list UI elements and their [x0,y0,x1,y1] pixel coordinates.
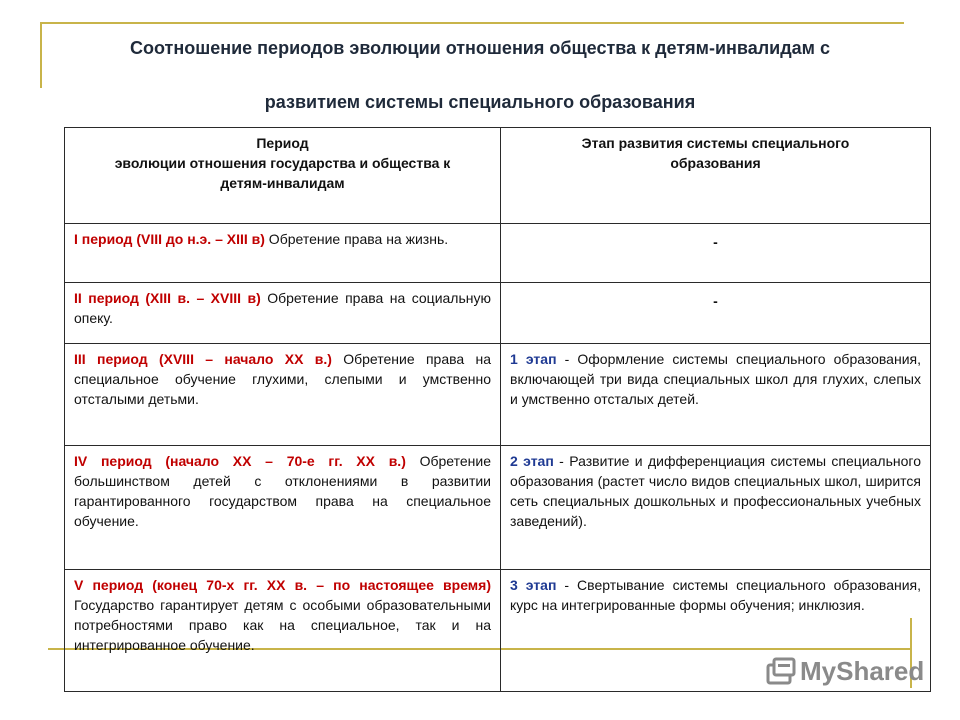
header-period-line3: детям-инвалидам [220,175,345,191]
slide-title-line1: Соотношение периодов эволюции отношения общества к детям-инвалидам с [130,38,830,58]
period-text: Обретение права на специальное обучение глухими, слепыми и умственно отсталыми детьми. [74,351,491,407]
header-stage-text: Этап развития системы специального образования [581,135,850,171]
period-label: III период (XVIII – начало XX в.) [74,351,332,367]
period-label: IV период (начало XX – 70-е гг. XX в.) [74,453,406,469]
stage-text: - Оформление системы специального образования, включающей три вида специальных школ для глухих, слепых и умственно отсталых детей. [510,351,921,407]
period-label: V период (конец 70-х гг. XX в. – по настоящее время) [74,577,491,593]
table-row [65,224,931,283]
header-period [65,128,501,224]
decorative-line-left [40,22,42,88]
slide-title-line2: развитием системы специального образования [264,92,696,112]
myshared-logo-icon [766,657,796,687]
stage-cell [501,446,931,570]
header-period-line2: эволюции отношения государства и общества к [114,155,451,171]
stage-cell [501,283,931,344]
stage-cell [501,224,931,283]
table-row [65,446,931,570]
period-text: Обретение права на социальную опеку. [74,290,491,326]
watermark-text: MyShared [800,656,925,686]
table-header-row [65,128,931,224]
period-text: Обретение большинством детей с отклонениями в развитии гарантированного государством права на специальное обучение. [74,453,491,529]
period-text: Обретение права на жизнь. [264,231,449,247]
period-cell [65,446,501,570]
comparison-table [64,127,931,692]
table-row [65,283,931,344]
stage-text: - [713,234,718,250]
period-cell [65,344,501,446]
stage-text: - Развитие и дифференциация системы специального образования (растет число видов специальных школ, ширится сеть специальных дошкольных и профессиональных учебных заведений). [510,453,921,529]
period-cell [65,224,501,283]
decorative-line-top [40,22,904,24]
period-cell [65,570,501,692]
period-cell [65,283,501,344]
period-text: Государство гарантирует детям с особыми образовательными потребностями право как на специальное, так и на интегрированное обучение. [74,597,491,653]
stage-label: 3 этап [510,577,557,593]
period-label: II период (XIII в. – XVIII в) [74,290,261,306]
header-period-line1: Период [256,135,309,151]
stage-label: 2 этап [510,453,554,469]
period-label: I период (VIII до н.э. – XIII в) [74,231,265,247]
watermark [766,656,924,687]
stage-text: - [713,293,718,309]
table-row [65,344,931,446]
stage-label: 1 этап [510,351,557,367]
stage-cell [501,344,931,446]
stage-text: - Свертывание системы специального образования, курс на интегрированные формы обучения; инклюзия. [510,577,921,613]
header-stage [501,128,931,224]
